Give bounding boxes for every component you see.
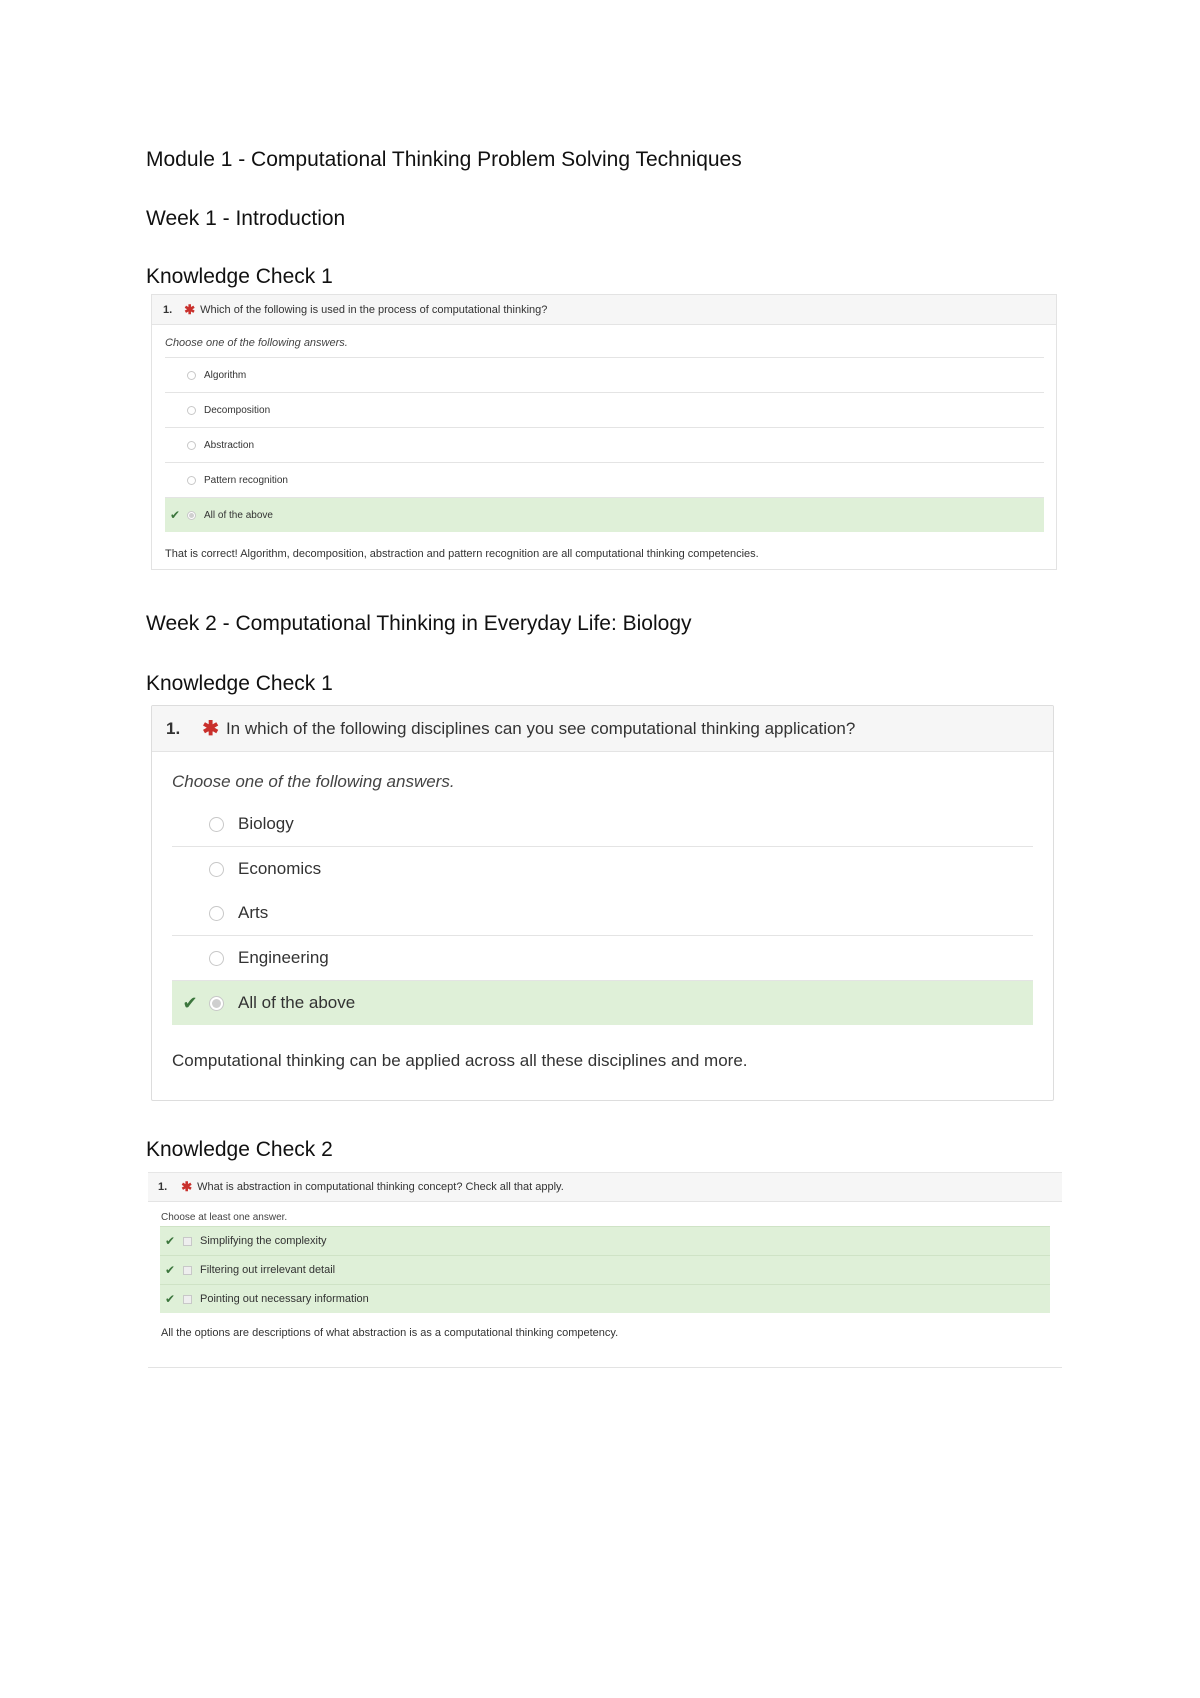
answer-options [160, 1226, 1050, 1313]
answer-option-engineering[interactable] [172, 935, 1033, 980]
option-label: Decomposition [204, 404, 271, 416]
week-1-knowledge-check-1-title: Knowledge Check 1 [146, 265, 333, 288]
option-label: Filtering out irrelevant detail [200, 1264, 336, 1276]
radio-button[interactable] [209, 862, 224, 877]
question-header [152, 295, 1056, 325]
week-2-knowledge-check-2-title: Knowledge Check 2 [146, 1138, 333, 1161]
question-text: Which of the following is used in the process of computational thinking? [200, 303, 548, 316]
question-card-week2-kc1 [151, 705, 1054, 1101]
required-asterisk-icon: ✱ [184, 301, 196, 317]
checkmark-icon: ✔ [164, 1234, 176, 1248]
answer-option-simplifying-the-complexity[interactable] [160, 1226, 1050, 1255]
checkbox-checked[interactable] [183, 1237, 192, 1246]
radio-button[interactable] [187, 371, 196, 380]
option-label: All of the above [238, 993, 356, 1012]
option-label: Pointing out necessary information [200, 1293, 369, 1305]
option-label: Engineering [238, 948, 329, 967]
option-label: Economics [238, 859, 322, 878]
checkmark-icon: ✔ [169, 508, 181, 522]
checkbox-checked[interactable] [183, 1295, 192, 1304]
question-number: 1. [158, 1181, 168, 1193]
answer-option-all-of-the-above[interactable] [172, 980, 1033, 1025]
option-label: Pattern recognition [204, 474, 288, 486]
question-text: What is abstraction in computational thinking concept? Check all that apply. [197, 1181, 564, 1193]
answer-option-abstraction[interactable] [165, 427, 1044, 462]
radio-button[interactable] [187, 476, 196, 485]
week-1-title: Week 1 - Introduction [146, 207, 346, 230]
checkbox-checked[interactable] [183, 1266, 192, 1275]
radio-button-selected[interactable] [209, 996, 224, 1011]
option-label: Algorithm [204, 369, 247, 381]
option-label: Arts [238, 903, 269, 922]
answer-options [165, 357, 1044, 532]
answer-option-economics[interactable] [172, 846, 1033, 891]
answer-feedback: All the options are descriptions of what abstraction is as a computational thinking competency. [161, 1327, 619, 1339]
radio-button[interactable] [187, 406, 196, 415]
radio-button[interactable] [209, 906, 224, 921]
answer-option-decomposition[interactable] [165, 392, 1044, 427]
answer-instruction: Choose one of the following answers. [165, 337, 348, 349]
question-text: In which of the following disciplines can you see computational thinking application? [225, 718, 856, 738]
radio-button[interactable] [209, 951, 224, 966]
answer-option-filtering-out-irrelevant-detail[interactable] [160, 1255, 1050, 1284]
option-label: All of the above [204, 509, 273, 521]
checkmark-icon: ✔ [164, 1292, 176, 1306]
answer-option-all-of-the-above[interactable] [165, 497, 1044, 532]
answer-feedback: That is correct! Algorithm, decomposition, abstraction and pattern recognition are all computational thinking competencies. [165, 548, 759, 560]
answer-instruction: Choose one of the following answers. [172, 772, 455, 791]
question-card-week2-kc2 [148, 1172, 1062, 1368]
question-number: 1. [166, 718, 181, 738]
required-asterisk-icon: ✱ [181, 1179, 193, 1194]
option-label: Biology [238, 814, 294, 833]
answer-options [172, 802, 1033, 1025]
radio-button[interactable] [209, 817, 224, 832]
question-card-week1-kc1 [151, 294, 1057, 570]
option-label: Abstraction [204, 439, 255, 451]
answer-option-arts[interactable] [172, 891, 1033, 935]
radio-button-selected[interactable] [187, 511, 196, 520]
week-2-title: Week 2 - Computational Thinking in Everyday Life: Biology [146, 612, 692, 635]
checkmark-icon: ✔ [182, 992, 198, 1013]
checkmark-icon: ✔ [164, 1263, 176, 1277]
answer-option-pattern-recognition[interactable] [165, 462, 1044, 497]
required-asterisk-icon: ✱ [202, 718, 219, 740]
answer-option-pointing-out-necessary-information[interactable] [160, 1284, 1050, 1313]
week-2-knowledge-check-1-title: Knowledge Check 1 [146, 672, 333, 695]
question-header [152, 706, 1053, 752]
answer-option-algorithm[interactable] [165, 357, 1044, 392]
question-header [148, 1173, 1062, 1202]
answer-feedback: Computational thinking can be applied across all these disciplines and more. [172, 1051, 748, 1070]
answer-option-biology[interactable] [172, 802, 1033, 846]
radio-button[interactable] [187, 441, 196, 450]
question-number: 1. [163, 303, 173, 316]
answer-instruction: Choose at least one answer. [161, 1212, 288, 1223]
module-title: Module 1 - Computational Thinking Problem Solving Techniques [146, 148, 742, 171]
option-label: Simplifying the complexity [200, 1235, 327, 1247]
